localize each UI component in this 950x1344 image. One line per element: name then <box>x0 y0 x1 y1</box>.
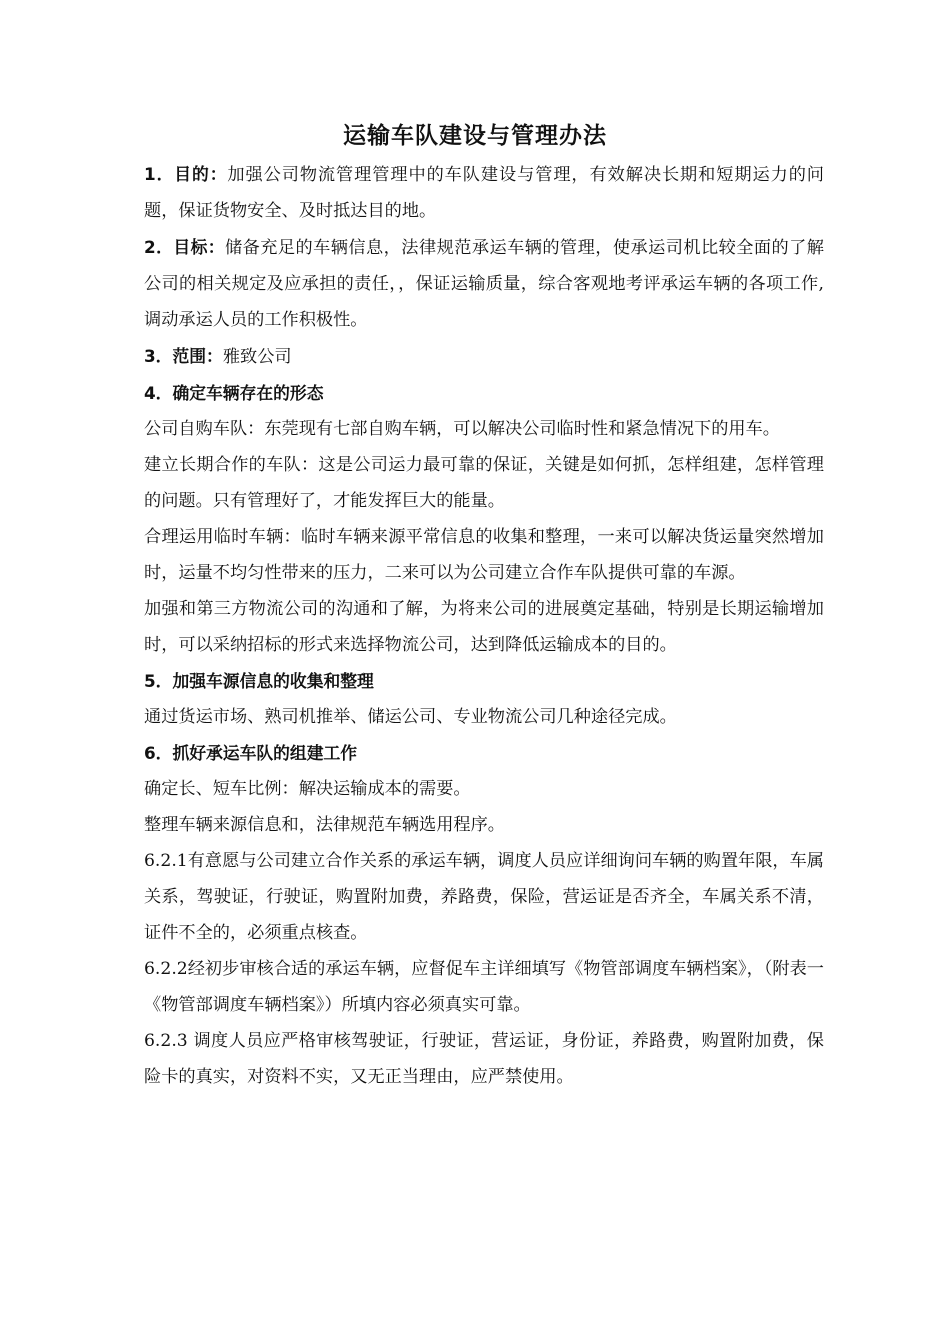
section-scope <box>144 338 824 375</box>
document-body <box>144 156 824 1095</box>
section-heading-5: 5．加强车源信息的收集和整理 <box>144 671 374 691</box>
section-text: 储备充足的车辆信息，法律规范承运车辆的管理，使承运司机比较全面的了解公司的相关规定及应承担的责任，，保证运输质量，综合客观地考评承运车辆的各项工作, 调动承运人员的工作积极性。 <box>144 238 824 330</box>
section-heading-6: 6．抓好承运车队的组建工作 <box>144 743 358 763</box>
section-purpose <box>144 156 824 229</box>
paragraph: 建立长期合作的车队：这是公司运力最可靠的保证，关键是如何抓，怎样组建，怎样管理的问题。只有管理好了，才能发挥巨大的能量。 <box>144 455 824 511</box>
paragraph: 确定长、短车比例：解决运输成本的需要。 <box>144 779 471 799</box>
paragraph: 6.2.3 调度人员应严格审核驾驶证，行驶证，营运证，身份证，养路费，购置附加费，保险卡的真实，对资料不实，又无正当理由，应严禁使用。 <box>144 1031 824 1087</box>
section-goal <box>144 229 824 338</box>
paragraph: 6.2.2经初步审核合适的承运车辆，应督促车主详细填写《物管部调度车辆档案》，（附表一《物管部调度车辆档案》）所填内容必须真实可靠。 <box>144 959 824 1015</box>
section-heading-4: 4．确定车辆存在的形态 <box>144 383 324 403</box>
section-label: 3．范围： <box>144 346 223 366</box>
paragraph: 整理车辆来源信息和，法律规范车辆选用程序。 <box>144 815 505 835</box>
section-label: 2．目标： <box>144 237 226 257</box>
section-label: 1．目的： <box>144 164 228 184</box>
document-title: 运输车队建设与管理办法 <box>343 123 607 149</box>
paragraph: 合理运用临时车辆：临时车辆来源平常信息的收集和整理，一来可以解决货运量突然增加时，运量不均匀性带来的压力，二来可以为公司建立合作车队提供可靠的车源。 <box>144 527 824 583</box>
paragraph: 通过货运市场、熟司机推举、储运公司、专业物流公司几种途径完成。 <box>144 707 677 727</box>
section-text: 雅致公司 <box>222 347 292 367</box>
paragraph: 公司自购车队：东莞现有七部自购车辆，可以解决公司临时性和紧急情况下的用车。 <box>144 419 780 439</box>
paragraph: 6.2.1有意愿与公司建立合作关系的承运车辆，调度人员应详细询问车辆的购置年限，车属关系，驾驶证，行驶证，购置附加费，养路费，保险，营运证是否齐全，车属关系不清，证件不全的，必须重点核查。 <box>144 851 824 943</box>
section-text: 加强公司物流管理管理中的车队建设与管理，有效解决长期和短期运力的问题，保证货物安全、及时抵达目的地。 <box>144 165 824 221</box>
paragraph: 加强和第三方物流公司的沟通和了解，为将来公司的进展奠定基础，特别是长期运输增加时，可以采纳招标的形式来选择物流公司，达到降低运输成本的目的。 <box>144 599 824 655</box>
